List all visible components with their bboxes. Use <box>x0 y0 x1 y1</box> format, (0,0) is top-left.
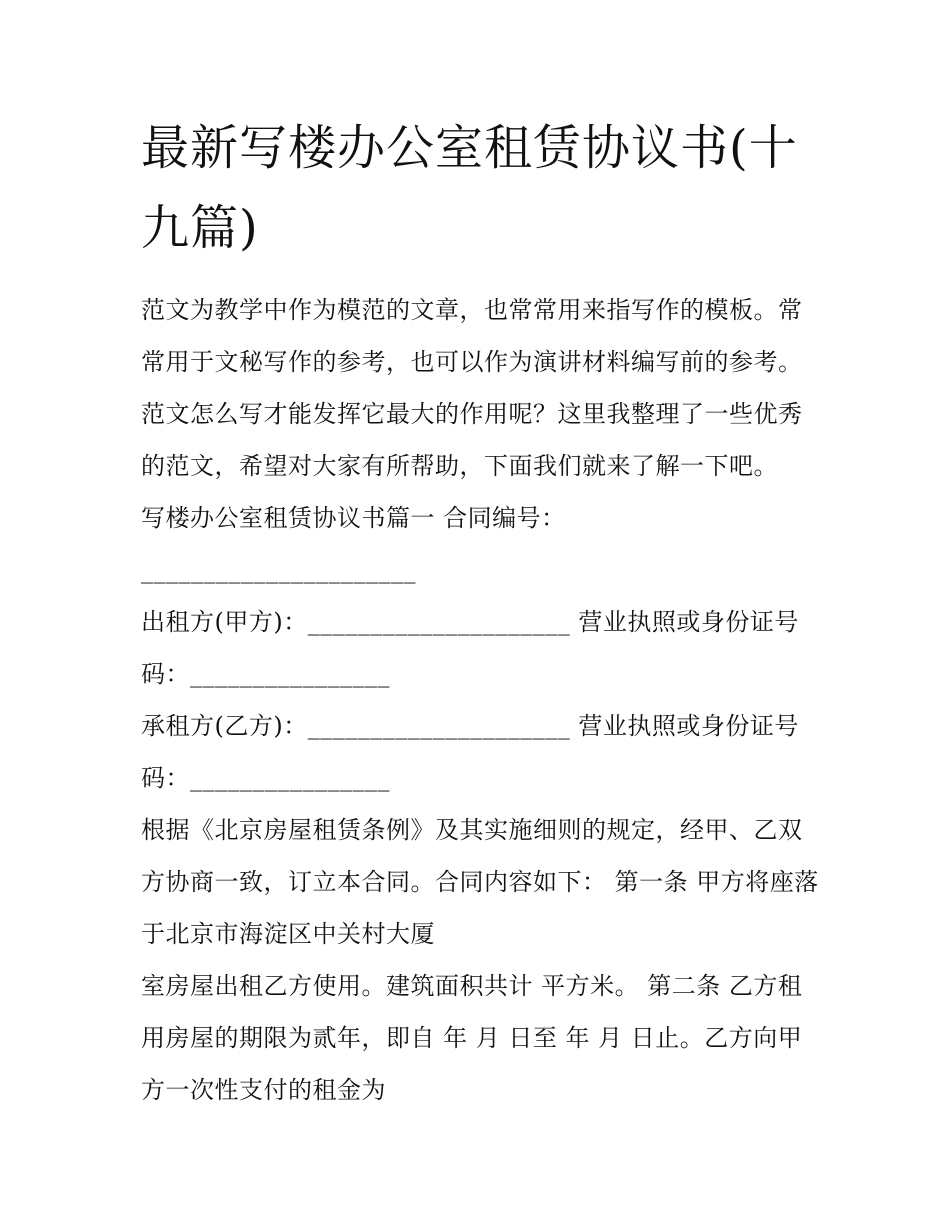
document-title: 最新写楼办公室租赁协议书(十九篇) <box>141 120 798 256</box>
section-heading: 写楼办公室租赁协议书篇一 合同编号： <box>141 504 566 532</box>
lessor-line: 出租方(甲方)：_____________________ 营业执照或身份证号码：________________ <box>141 608 799 688</box>
terms-paragraph: 室房屋出租乙方使用。建筑面积共计 平方米。 第二条 乙方租用房屋的期限为贰年，即自 年 月 日至 年 月 日止。乙方向甲方一次性支付的租金为 <box>141 972 803 1104</box>
contract-number-blank: ______________________ <box>141 556 416 584</box>
intro-paragraph: 范文为教学中作为模范的文章，也常常用来指写作的模板。常常用于文秘写作的参考，也可以作为演讲材料编写前的参考。范文怎么写才能发挥它最大的作用呢？这里我整理了一些优秀的范文，希望对大家有所帮助，下面我们就来了解一下吧。 <box>141 296 803 480</box>
basis-paragraph: 根据《北京房屋租赁条例》及其实施细则的规定，经甲、乙双方协商一致，订立本合同。合同内容如下： 第一条 甲方将座落于北京市海淀区中关村大厦 <box>141 816 819 948</box>
document-page <box>141 108 821 1116</box>
lessee-line: 承租方(乙方)：_____________________ 营业执照或身份证号码：________________ <box>141 712 799 792</box>
